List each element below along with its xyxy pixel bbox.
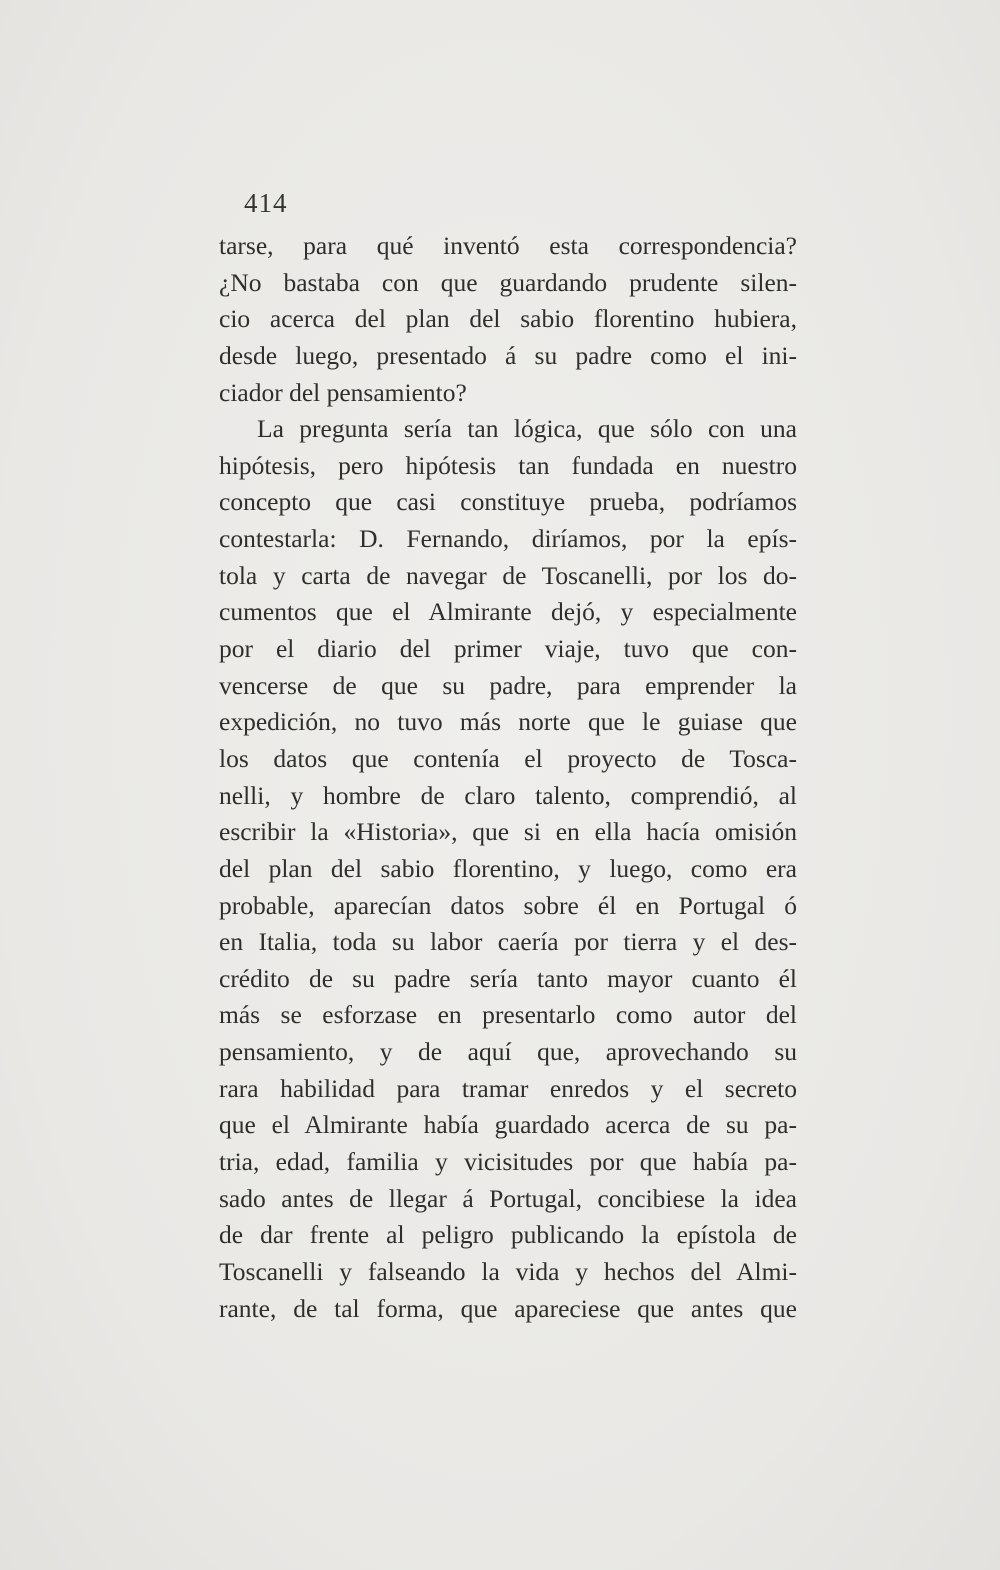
text-line: ciador del pensamiento? [219, 377, 467, 407]
text-line: más se esforzase en presentarlo como autor del [219, 1000, 797, 1030]
text-line: expedición, no tuvo más norte que le guiase que [219, 707, 797, 737]
text-line: los datos que contenía el proyecto de Tosca- [219, 743, 797, 773]
text-line: rante, de tal forma, que apareciese que antes que [219, 1293, 797, 1323]
text-line: de dar frente al peligro publicando la epístola de [219, 1220, 797, 1250]
text-line: La pregunta sería tan lógica, que sólo con una [257, 414, 797, 444]
text-line: desde luego, presentado á su padre como el ini- [219, 340, 797, 370]
text-line: cumentos que el Almirante dejó, y especialmente [219, 597, 797, 627]
text-line: en Italia, toda su labor caería por tierra y el des- [219, 927, 797, 957]
text-line: sado antes de llegar á Portugal, concibiese la idea [219, 1183, 797, 1213]
text-line: del plan del sabio florentino, y luego, como era [219, 853, 797, 883]
text-line: probable, aparecían datos sobre él en Portugal ó [219, 890, 797, 920]
text-line: contestarla: D. Fernando, diríamos, por la epís- [219, 524, 797, 554]
text-line: Toscanelli y falseando la vida y hechos del Almi- [219, 1256, 797, 1286]
text-line: pensamiento, y de aquí que, aprovechando su [219, 1037, 797, 1067]
text-line: hipótesis, pero hipótesis tan fundada en nuestro [219, 450, 797, 480]
text-line: concepto que casi constituye prueba, podríamos [219, 487, 797, 517]
text-line: crédito de su padre sería tanto mayor cuanto él [219, 963, 797, 993]
text-line: por el diario del primer viaje, tuvo que con- [219, 634, 797, 664]
body-text [219, 228, 797, 1327]
text-line: tola y carta de navegar de Toscanelli, por los do- [219, 560, 797, 590]
page-number: 414 [244, 188, 288, 218]
text-line: rara habilidad para tramar enredos y el secreto [219, 1073, 797, 1103]
text-line: escribir la «Historia», que si en ella hacía omisión [219, 817, 797, 847]
text-line: tarse, para qué inventó esta correspondencia? [219, 231, 797, 260]
text-line: que el Almirante había guardado acerca de su pa- [219, 1110, 797, 1140]
text-line: vencerse de que su padre, para emprender la [219, 670, 797, 700]
text-line: ¿No bastaba con que guardando prudente silen- [219, 267, 797, 297]
text-line: cio acerca del plan del sabio florentino hubiera, [219, 304, 797, 334]
text-line: nelli, y hombre de claro talento, comprendió, al [219, 780, 797, 810]
text-line: tria, edad, familia y vicisitudes por que había pa- [219, 1147, 797, 1177]
